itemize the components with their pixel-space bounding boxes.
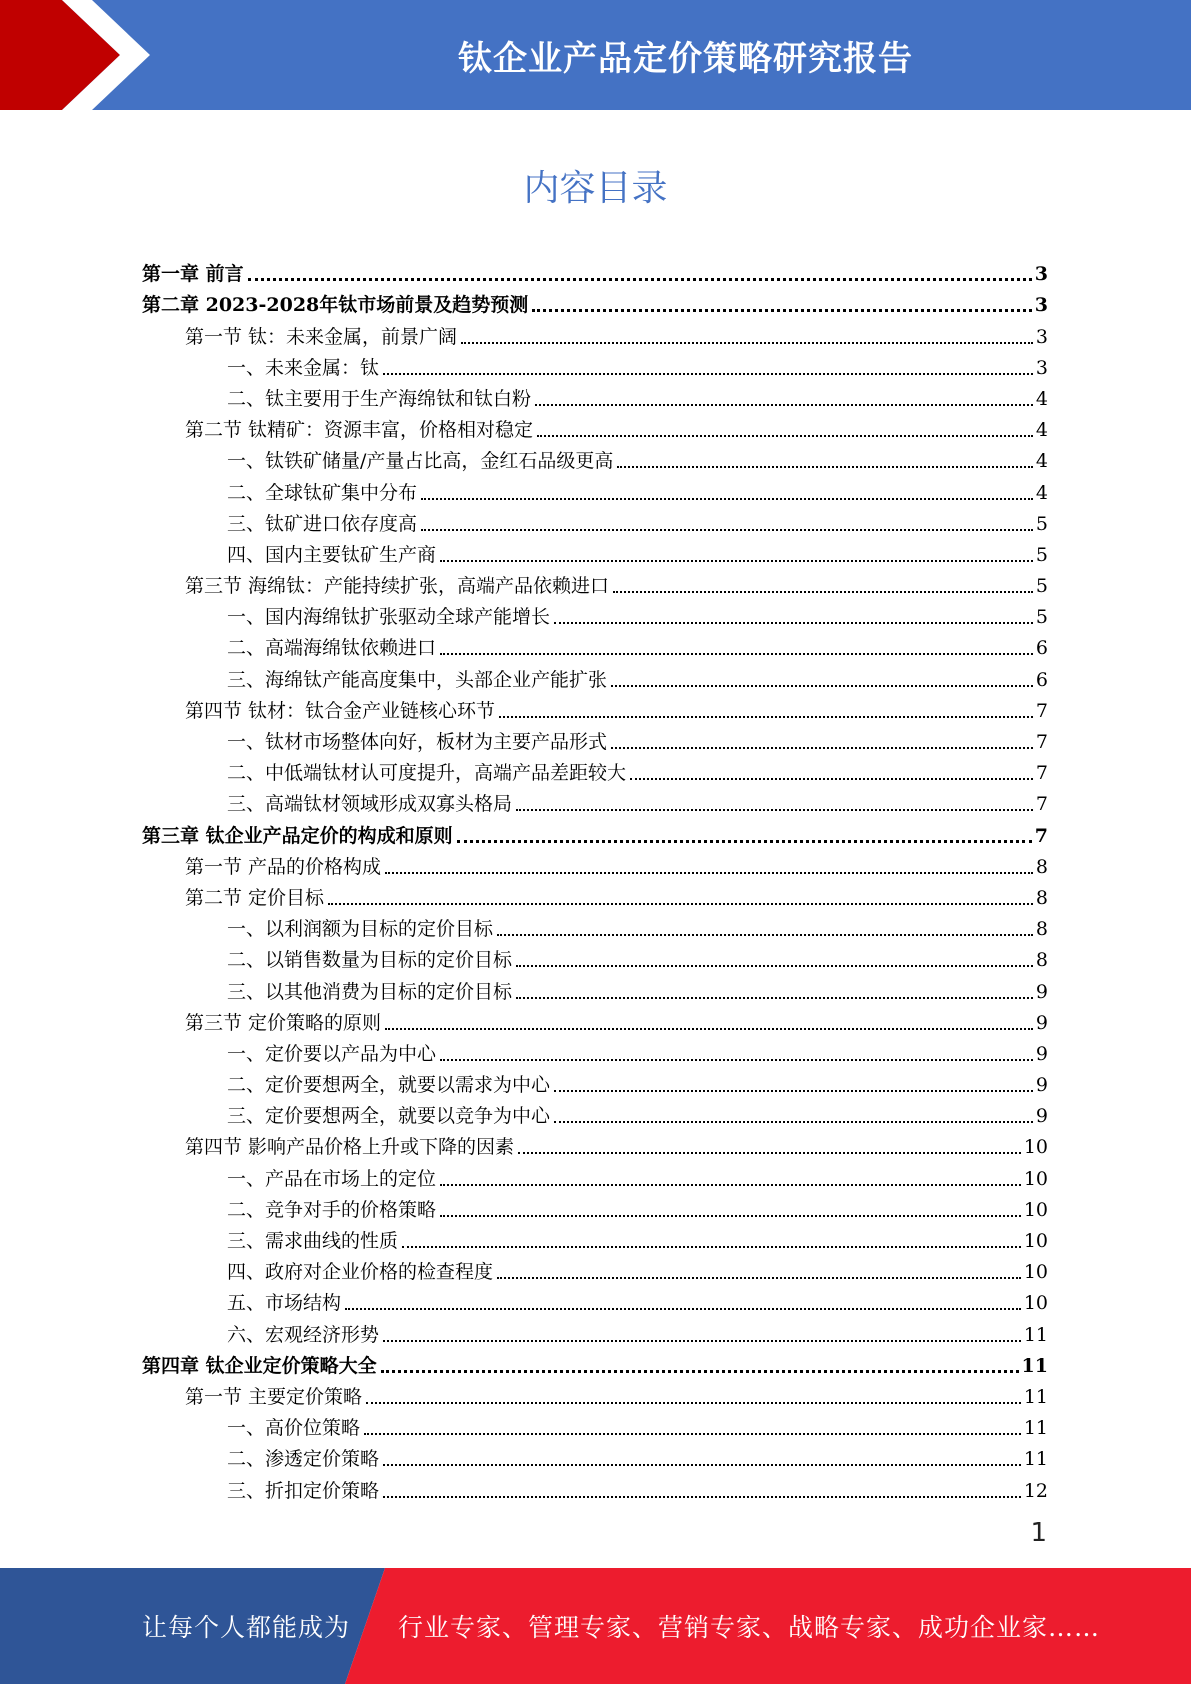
- toc-dot-leader: [611, 685, 1033, 687]
- toc-dot-leader: [499, 716, 1033, 718]
- toc-entry-title: 第四节 影响产品价格上升或下降的因素: [185, 1136, 515, 1159]
- toc-entry[interactable]: [142, 255, 1048, 286]
- toc-entry-title: 第二节 钛精矿：资源丰富，价格相对稳定: [185, 419, 534, 442]
- toc-entry[interactable]: [142, 317, 1048, 348]
- toc-entry-page: 3: [1035, 356, 1048, 379]
- toc-entry-page: 8: [1035, 918, 1048, 941]
- toc-entry-title: 二、以销售数量为目标的定价目标: [227, 949, 513, 972]
- toc-entry[interactable]: [142, 1159, 1048, 1190]
- toc-entry-page: 4: [1035, 450, 1048, 473]
- toc-entry-title: 二、定价要想两全，就要以需求为中心: [227, 1074, 551, 1097]
- toc-entry-page: 7: [1035, 762, 1048, 785]
- toc-entry-title: 二、竞争对手的价格策略: [227, 1198, 437, 1221]
- toc-entry[interactable]: [142, 1222, 1048, 1253]
- table-of-contents: [142, 255, 1048, 1503]
- toc-entry[interactable]: [142, 1471, 1048, 1502]
- toc-entry[interactable]: [142, 567, 1048, 598]
- toc-entry-page: 5: [1035, 575, 1048, 598]
- toc-dot-leader: [385, 872, 1033, 874]
- toc-dot-leader: [535, 404, 1033, 406]
- toc-entry-page: 9: [1035, 1074, 1048, 1097]
- toc-entry-title: 第二章 2023-2028年钛市场前景及趋势预测: [142, 294, 529, 317]
- toc-entry-page: 11: [1021, 1354, 1048, 1377]
- toc-entry-title: 一、高价位策略: [227, 1417, 361, 1440]
- toc-entry[interactable]: [142, 598, 1048, 629]
- toc-entry-title: 第三章 钛企业产品定价的构成和原则: [142, 824, 453, 847]
- toc-entry[interactable]: [142, 411, 1048, 442]
- toc-entry-title: 第三节 定价策略的原则: [185, 1011, 382, 1034]
- toc-entry-title: 三、折扣定价策略: [227, 1479, 380, 1502]
- toc-entry-page: 4: [1035, 481, 1048, 504]
- toc-entry[interactable]: [142, 380, 1048, 411]
- toc-entry[interactable]: [142, 1035, 1048, 1066]
- toc-dot-leader: [385, 1028, 1033, 1030]
- toc-entry-page: 10: [1023, 1292, 1048, 1315]
- toc-entry[interactable]: [142, 1347, 1048, 1378]
- report-title: 钛企业产品定价策略研究报告: [458, 38, 913, 79]
- toc-entry[interactable]: [142, 1128, 1048, 1159]
- toc-entry[interactable]: [142, 754, 1048, 785]
- toc-dot-leader: [383, 1340, 1021, 1342]
- toc-entry-page: 10: [1023, 1230, 1048, 1252]
- toc-entry-title: 三、高端钛材领域形成双寡头格局: [227, 793, 513, 816]
- toc-dot-leader: [440, 653, 1033, 655]
- toc-dot-leader: [421, 529, 1033, 531]
- toc-entry-page: 12: [1023, 1479, 1048, 1502]
- toc-dot-leader: [402, 1246, 1021, 1248]
- toc-entry-title: 六、宏观经济形势: [227, 1323, 380, 1346]
- toc-entry-page: 8: [1035, 855, 1048, 878]
- toc-dot-leader: [383, 1496, 1021, 1498]
- toc-dot-leader: [611, 747, 1033, 749]
- toc-entry[interactable]: [142, 972, 1048, 1003]
- toc-entry-title: 二、高端海绵钛依赖进口: [227, 637, 437, 660]
- toc-entry[interactable]: [142, 1191, 1048, 1222]
- toc-entry-page: 9: [1035, 980, 1048, 1003]
- toc-heading: 内容目录: [523, 168, 668, 209]
- toc-entry-title: 一、产品在市场上的定位: [227, 1167, 437, 1190]
- toc-entry-title: 三、需求曲线的性质: [227, 1230, 399, 1252]
- toc-entry-title: 第四章 钛企业定价策略大全: [142, 1354, 377, 1377]
- toc-entry-page: 3: [1034, 294, 1048, 317]
- toc-entry[interactable]: [142, 442, 1048, 473]
- toc-entry-title: 一、以利润额为目标的定价目标: [227, 918, 494, 941]
- toc-entry-page: 4: [1035, 387, 1048, 410]
- toc-entry[interactable]: [142, 692, 1048, 723]
- toc-entry-page: 8: [1035, 949, 1048, 972]
- toc-dot-leader: [554, 1121, 1033, 1123]
- toc-entry-page: 10: [1023, 1261, 1048, 1284]
- toc-dot-leader: [366, 1402, 1021, 1404]
- toc-dot-leader: [457, 840, 1032, 843]
- toc-entry[interactable]: [142, 1097, 1048, 1128]
- toc-entry-title: 第一节 钛：未来金属，前景广阔: [185, 325, 458, 348]
- toc-entry[interactable]: [142, 660, 1048, 691]
- toc-entry-page: 11: [1023, 1323, 1048, 1346]
- toc-entry[interactable]: [142, 536, 1048, 567]
- toc-entry-page: 9: [1035, 1042, 1048, 1065]
- toc-entry[interactable]: [142, 1409, 1048, 1440]
- footer-slogan-left: 让每个人都能成为: [142, 1613, 351, 1642]
- toc-entry-title: 三、海绵钛产能高度集中，头部企业产能扩张: [227, 668, 608, 691]
- toc-dot-leader: [613, 591, 1033, 593]
- toc-dot-leader: [440, 1184, 1021, 1186]
- toc-entry-title: 四、政府对企业价格的检查程度: [227, 1261, 494, 1284]
- toc-entry[interactable]: [142, 286, 1048, 317]
- page-number: 1: [1030, 1518, 1047, 1548]
- toc-dot-leader: [537, 435, 1033, 437]
- toc-entry-page: 7: [1035, 699, 1048, 722]
- toc-entry[interactable]: [142, 816, 1048, 847]
- footer-slogan-right: 行业专家、管理专家、营销专家、战略专家、成功企业家……: [398, 1613, 1101, 1642]
- toc-entry-title: 一、钛铁矿储量/产量占比高，金红石品级更高: [227, 450, 614, 473]
- toc-entry[interactable]: [142, 1253, 1048, 1284]
- toc-dot-leader: [516, 965, 1033, 967]
- toc-dot-leader: [630, 778, 1033, 780]
- toc-entry-page: 9: [1035, 1011, 1048, 1034]
- toc-entry-page: 5: [1035, 543, 1048, 566]
- toc-entry-title: 第三节 海绵钛：产能持续扩张，高端产品依赖进口: [185, 575, 610, 598]
- toc-dot-leader: [440, 560, 1033, 562]
- toc-entry-title: 二、钛主要用于生产海绵钛和钛白粉: [227, 387, 532, 410]
- toc-entry[interactable]: [142, 785, 1048, 816]
- toc-entry-title: 五、市场结构: [227, 1292, 342, 1315]
- toc-dot-leader: [364, 1433, 1021, 1435]
- toc-entry-page: 5: [1035, 512, 1048, 535]
- toc-entry-page: 7: [1035, 731, 1048, 753]
- toc-entry[interactable]: [142, 1315, 1048, 1346]
- toc-dot-leader: [518, 1152, 1021, 1154]
- toc-dot-leader: [248, 278, 1032, 281]
- toc-entry[interactable]: [142, 879, 1048, 910]
- toc-entry-title: 一、未来金属：钛: [227, 356, 380, 379]
- toc-dot-leader: [516, 809, 1033, 811]
- toc-entry[interactable]: [142, 1066, 1048, 1097]
- toc-dot-leader: [617, 466, 1033, 468]
- toc-entry[interactable]: [142, 349, 1048, 380]
- header-banner: [0, 0, 1191, 110]
- footer-banner: [0, 1568, 1191, 1684]
- toc-entry-title: 二、中低端钛材认可度提升，高端产品差距较大: [227, 762, 627, 785]
- toc-entry-title: 四、国内主要钛矿生产商: [227, 543, 437, 566]
- toc-entry-page: 11: [1023, 1385, 1048, 1408]
- toc-dot-leader: [532, 309, 1032, 312]
- toc-dot-leader: [381, 1370, 1019, 1373]
- toc-entry-title: 三、定价要想两全，就要以竞争为中心: [227, 1105, 551, 1128]
- toc-entry[interactable]: [142, 1284, 1048, 1315]
- toc-entry-title: 第一节 产品的价格构成: [185, 855, 382, 878]
- toc-dot-leader: [383, 373, 1033, 375]
- toc-entry[interactable]: [142, 723, 1048, 754]
- toc-entry-page: 11: [1023, 1417, 1048, 1440]
- toc-entry-page: 8: [1035, 886, 1048, 909]
- toc-dot-leader: [461, 342, 1033, 344]
- toc-dot-leader: [383, 1464, 1021, 1466]
- toc-dot-leader: [440, 1215, 1021, 1217]
- toc-entry[interactable]: [142, 1004, 1048, 1035]
- toc-entry-page: 3: [1034, 263, 1048, 286]
- toc-dot-leader: [497, 1277, 1021, 1279]
- toc-entry-title: 三、以其他消费为目标的定价目标: [227, 980, 513, 1003]
- toc-dot-leader: [421, 498, 1033, 500]
- toc-dot-leader: [554, 622, 1033, 624]
- toc-entry[interactable]: [142, 1440, 1048, 1471]
- toc-entry[interactable]: [142, 473, 1048, 504]
- toc-entry-page: 3: [1035, 325, 1048, 348]
- toc-entry-page: 6: [1035, 668, 1048, 691]
- toc-entry[interactable]: [142, 848, 1048, 879]
- toc-entry-page: 4: [1035, 419, 1048, 442]
- toc-entry-title: 第一章 前言: [142, 263, 244, 286]
- toc-dot-leader: [440, 1059, 1033, 1061]
- toc-entry-page: 10: [1023, 1198, 1048, 1221]
- toc-entry-title: 第四节 钛材：钛合金产业链核心环节: [185, 699, 496, 722]
- toc-dot-leader: [345, 1308, 1021, 1310]
- toc-entry-page: 10: [1023, 1167, 1048, 1190]
- toc-entry[interactable]: [142, 910, 1048, 941]
- toc-entry-title: 二、渗透定价策略: [227, 1448, 380, 1471]
- toc-entry-title: 第一节 主要定价策略: [185, 1385, 363, 1408]
- toc-dot-leader: [516, 997, 1033, 999]
- toc-entry[interactable]: [142, 505, 1048, 536]
- toc-entry[interactable]: [142, 629, 1048, 660]
- toc-entry-title: 二、全球钛矿集中分布: [227, 481, 418, 504]
- toc-entry-page: 6: [1035, 637, 1048, 660]
- toc-entry-title: 一、钛材市场整体向好，板材为主要产品形式: [227, 731, 608, 753]
- toc-entry-title: 一、定价要以产品为中心: [227, 1042, 437, 1065]
- toc-dot-leader: [497, 934, 1033, 936]
- toc-entry-title: 三、钛矿进口依存度高: [227, 512, 418, 535]
- toc-entry-title: 一、国内海绵钛扩张驱动全球产能增长: [227, 606, 551, 629]
- toc-entry-page: 7: [1034, 824, 1048, 847]
- toc-entry-title: 第二节 定价目标: [185, 886, 325, 909]
- toc-entry-page: 5: [1035, 606, 1048, 629]
- toc-dot-leader: [328, 903, 1033, 905]
- toc-entry[interactable]: [142, 941, 1048, 972]
- toc-entry-page: 9: [1035, 1105, 1048, 1128]
- toc-entry[interactable]: [142, 1378, 1048, 1409]
- toc-entry-page: 10: [1023, 1136, 1048, 1159]
- toc-entry-page: 11: [1023, 1448, 1048, 1471]
- toc-dot-leader: [554, 1090, 1033, 1092]
- toc-entry-page: 7: [1035, 793, 1048, 816]
